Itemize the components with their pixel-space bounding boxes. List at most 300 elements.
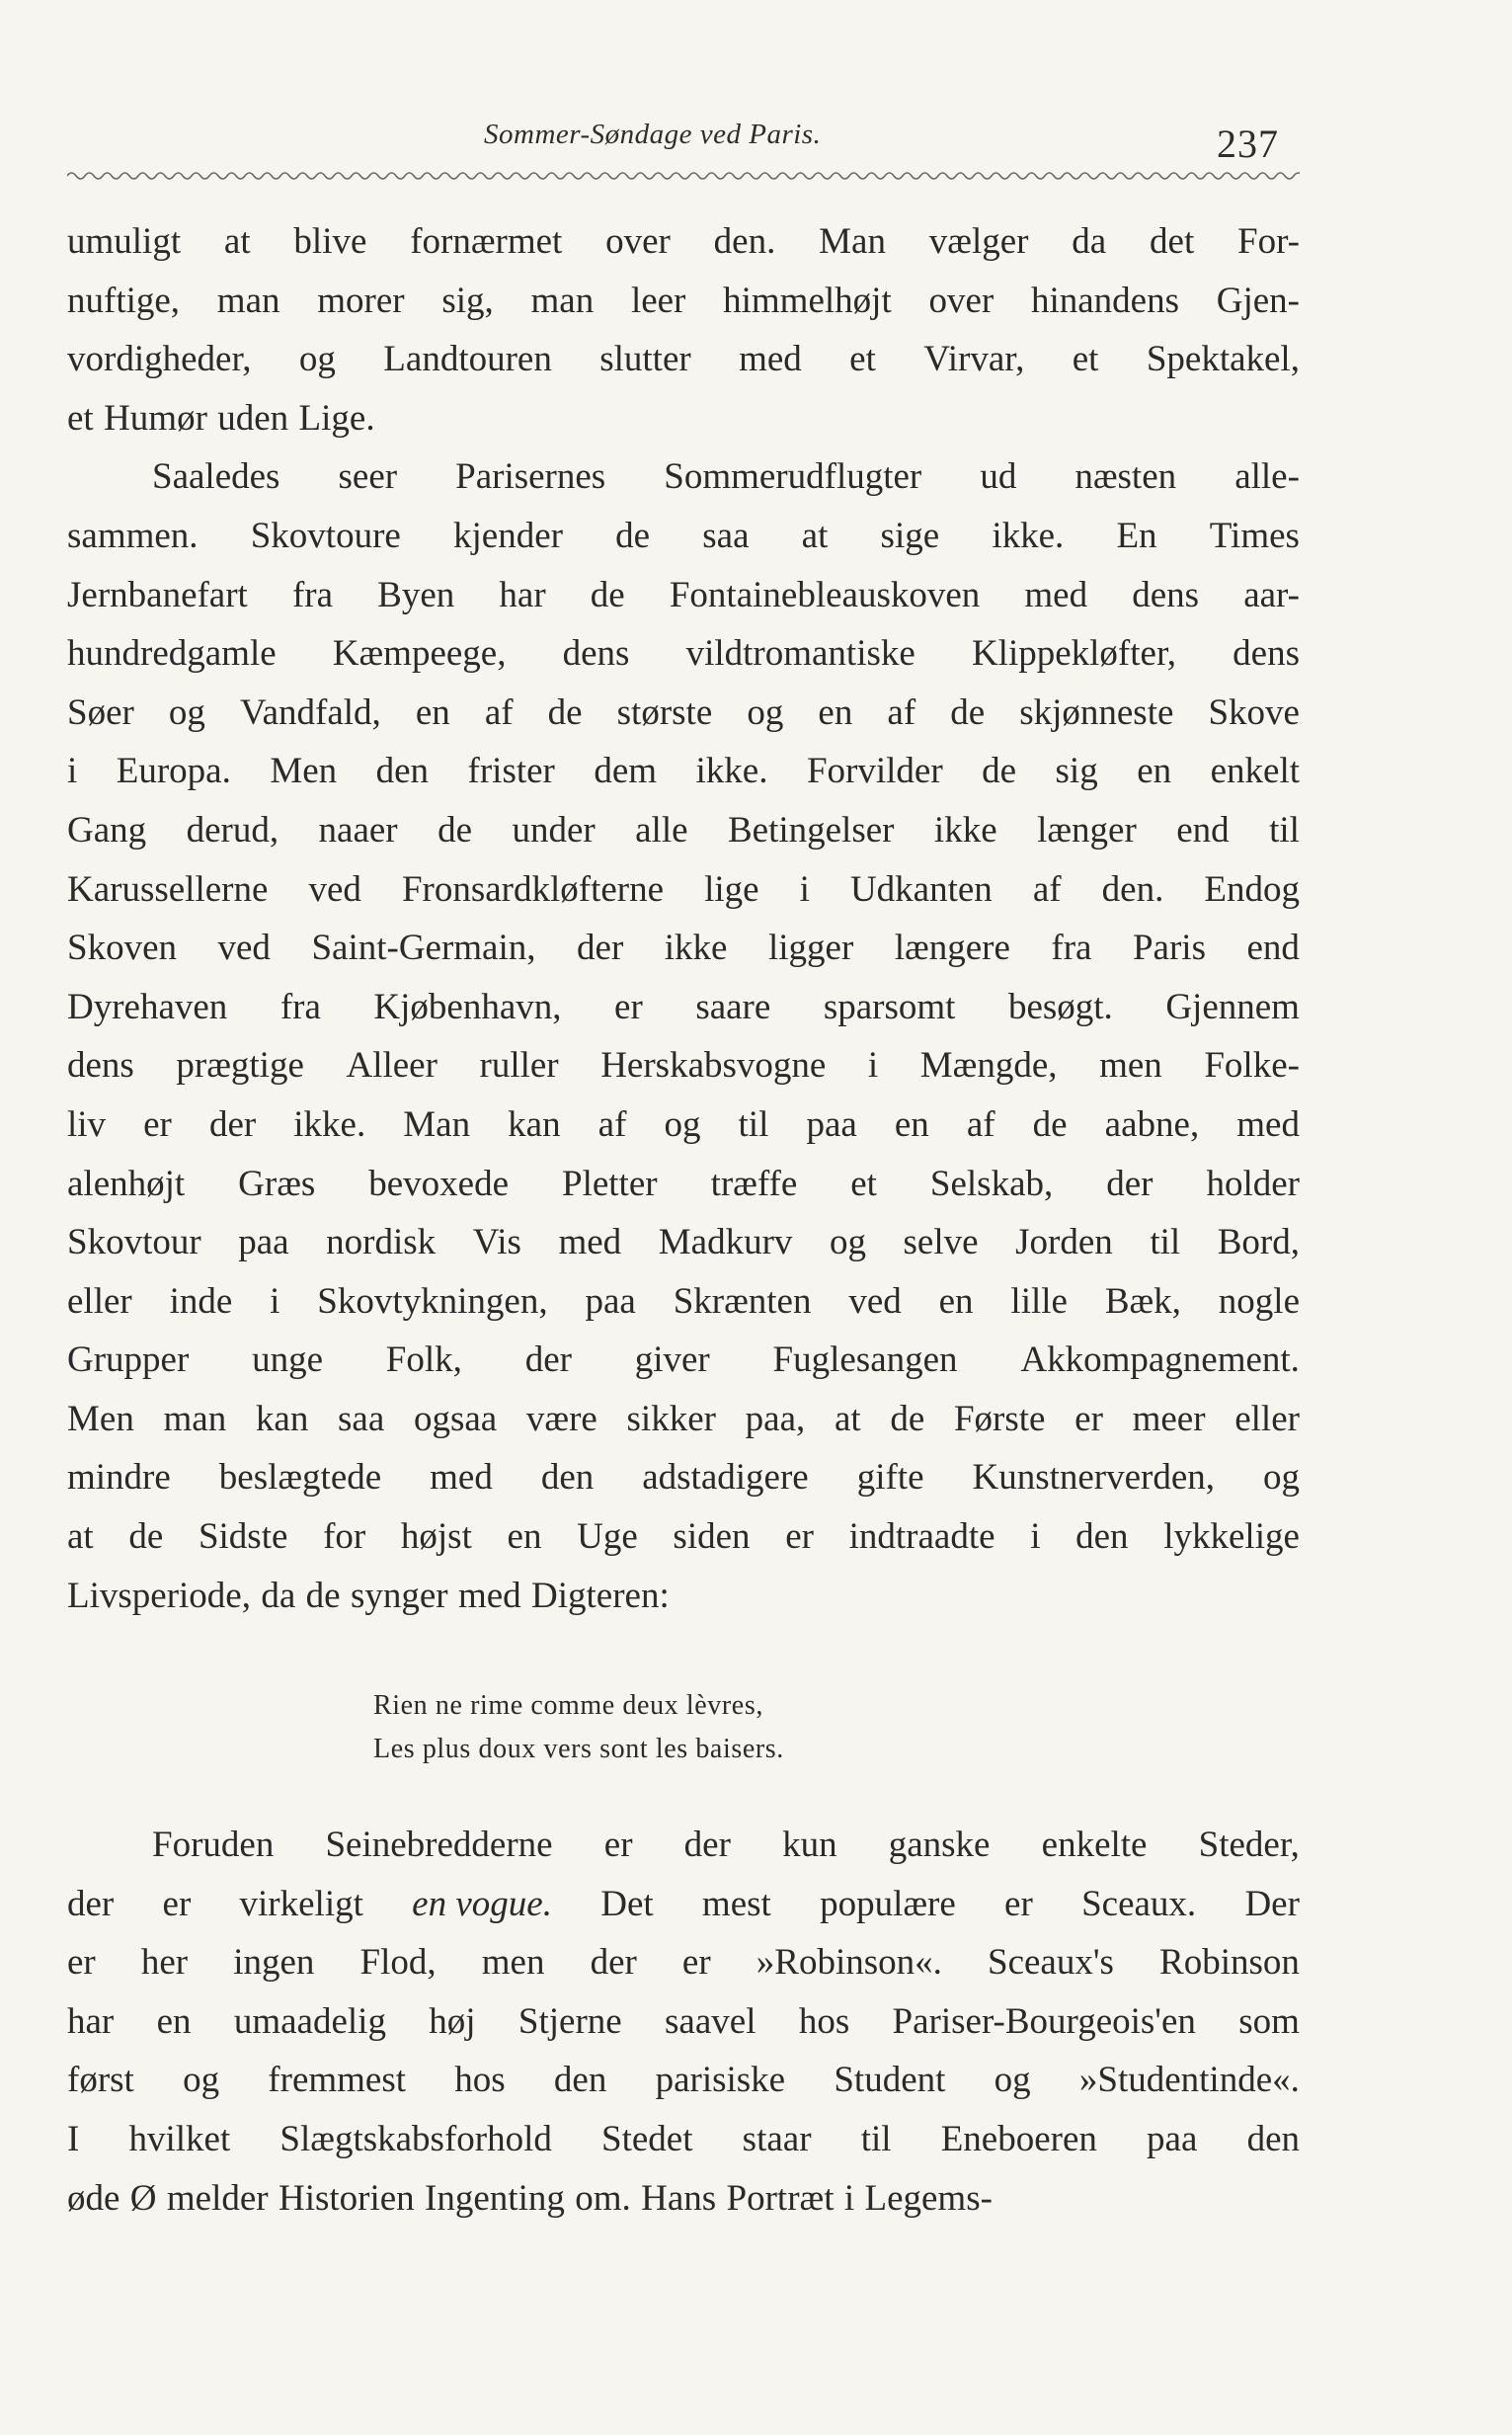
word: Lige. <box>298 397 375 439</box>
word: er <box>614 986 643 1027</box>
word: saa <box>338 1398 385 1439</box>
word: sig <box>1055 751 1098 792</box>
word: ved <box>308 868 361 910</box>
word: ud <box>980 456 1017 498</box>
word: fremmest <box>268 2060 407 2101</box>
word: kan <box>508 1103 561 1145</box>
word: de <box>438 809 472 851</box>
word: paa <box>238 1222 289 1263</box>
word: ikke. <box>992 515 1065 556</box>
word: vildtromantiske <box>685 633 915 675</box>
body-text <box>67 212 1300 1625</box>
word: med <box>558 1222 622 1263</box>
word: ikke <box>933 809 997 851</box>
word: en <box>1137 751 1172 792</box>
word: seer <box>338 456 398 498</box>
word: om. <box>575 2177 631 2219</box>
word: man <box>216 280 280 321</box>
word: og <box>994 2060 1031 2101</box>
word: Sommerudflugter <box>664 456 922 498</box>
word: Skovtour <box>67 1222 201 1263</box>
word: Kjøbenhavn, <box>373 986 562 1027</box>
word: øde <box>67 2177 120 2219</box>
word: eller <box>1234 1398 1300 1439</box>
word: at <box>67 1516 94 1558</box>
word: Fuglesangen <box>772 1339 958 1381</box>
word: Men <box>67 1398 134 1439</box>
word: de <box>982 751 1017 792</box>
word: men <box>1099 1045 1162 1087</box>
word: til <box>860 2118 892 2159</box>
word: en <box>415 691 450 733</box>
word: saa <box>702 515 750 556</box>
word: Man <box>819 221 886 262</box>
word: Folk, <box>385 1339 462 1381</box>
word: der <box>208 1103 257 1145</box>
word: Skove <box>1208 691 1300 733</box>
word: en <box>156 2000 192 2042</box>
word: end <box>1176 809 1230 851</box>
word: Skovtykningen, <box>317 1280 548 1322</box>
word: der <box>1106 1163 1154 1204</box>
text-line <box>67 1816 1300 1875</box>
word: bevoxede <box>368 1163 510 1204</box>
word: Times <box>1209 515 1300 556</box>
running-head <box>0 107 1512 166</box>
word: alle <box>635 809 688 851</box>
word: Stedet <box>601 2118 693 2159</box>
word: dem <box>594 751 658 792</box>
word: er <box>785 1516 814 1558</box>
word: Jernbanefart <box>67 574 248 615</box>
text-line <box>67 566 1300 625</box>
word: er <box>67 1942 96 1984</box>
word: der <box>590 1942 637 1984</box>
word: umaadelig <box>233 2000 386 2042</box>
word: med <box>1024 574 1088 615</box>
word: fornærmet <box>410 221 563 262</box>
text-line <box>67 742 1300 801</box>
word: og <box>829 1222 866 1263</box>
word: de <box>1032 1103 1068 1145</box>
word: besøgt. <box>1007 986 1113 1027</box>
word: den <box>375 751 430 792</box>
word: virkeligt <box>239 1883 363 1924</box>
word: den <box>553 2060 607 2101</box>
word: de <box>950 691 986 733</box>
word: gifte <box>856 1457 924 1499</box>
word: Ingenting <box>425 2177 565 2219</box>
word: frister <box>467 751 555 792</box>
word: mindre <box>67 1457 171 1499</box>
word: Madkurv <box>658 1222 793 1263</box>
word: saavel <box>665 2000 756 2042</box>
word: indtraadte <box>848 1516 995 1558</box>
word: leer <box>630 280 686 321</box>
word: en <box>818 691 853 733</box>
word: en <box>894 1103 929 1145</box>
word: paa <box>1147 2118 1198 2159</box>
word: Skoven <box>67 928 177 969</box>
word: den. <box>713 221 776 262</box>
word: lille <box>1010 1280 1068 1322</box>
word: Flod, <box>359 1942 437 1984</box>
text-line <box>67 2051 1300 2110</box>
text-line <box>67 1507 1300 1567</box>
word: skjønneste <box>1019 691 1174 733</box>
word: Sceaux's <box>988 1942 1114 1984</box>
word: der <box>67 1883 115 1924</box>
word: de <box>128 1516 164 1558</box>
verse-line: Les plus doux vers sont les baisers. <box>373 1734 784 1764</box>
word: ved <box>848 1280 902 1322</box>
word: Student <box>834 2060 946 2101</box>
word: Alleer <box>346 1045 438 1087</box>
word: synger <box>350 1575 448 1616</box>
word: ikke <box>664 928 728 969</box>
word: Seinebredderne <box>325 1825 553 1865</box>
word: saare <box>695 986 771 1027</box>
word: længer <box>1037 809 1137 851</box>
word: dens <box>67 1045 134 1087</box>
word: fra <box>291 574 334 615</box>
word: over <box>605 221 671 262</box>
word: inde <box>169 1280 233 1322</box>
word: unge <box>252 1339 324 1381</box>
word: Der <box>1244 1883 1300 1924</box>
word: ingen <box>233 1942 315 1984</box>
word: Parisernes <box>455 456 606 498</box>
word: ikke. <box>695 751 768 792</box>
word: slutter <box>599 339 691 380</box>
word: Det <box>600 1883 654 1924</box>
text-line <box>67 1096 1300 1155</box>
word: en <box>507 1516 542 1558</box>
word: Historien <box>278 2177 415 2219</box>
word: er <box>603 1825 633 1865</box>
word: af <box>1032 868 1062 910</box>
word: Herskabsvogne <box>600 1045 827 1087</box>
word: Betingelser <box>727 809 895 851</box>
word: nogle <box>1218 1280 1300 1322</box>
word: Dyrehaven <box>67 986 228 1027</box>
word: Gjen- <box>1216 280 1300 321</box>
word: Ø <box>129 2177 157 2219</box>
word: de <box>890 1398 925 1439</box>
word: af <box>597 1103 627 1145</box>
word: dens <box>1233 633 1300 675</box>
text-line <box>67 1213 1300 1272</box>
word: Akkompagnement. <box>1020 1339 1300 1381</box>
word: Spektakel, <box>1146 339 1300 380</box>
word: giver <box>634 1339 710 1381</box>
word: eller <box>67 1280 132 1322</box>
word: er <box>143 1103 172 1145</box>
word: af <box>484 691 514 733</box>
word: Gjennem <box>1165 986 1300 1027</box>
word: enkelte <box>1041 1825 1148 1865</box>
word: vordigheder, <box>67 339 252 380</box>
text-line <box>67 1448 1300 1507</box>
word: Steder, <box>1198 1825 1300 1865</box>
verse-quote <box>373 1684 784 1771</box>
word: da <box>1072 221 1107 262</box>
word: en vogue. <box>412 1883 552 1924</box>
word: paa <box>806 1103 857 1145</box>
word: hvilket <box>128 2118 231 2159</box>
word: mest <box>701 1883 771 1924</box>
word: største <box>616 691 713 733</box>
word: Første <box>953 1398 1046 1439</box>
text-line <box>67 2110 1300 2169</box>
word: de <box>547 691 583 733</box>
word: og <box>183 2060 220 2101</box>
word: paa <box>585 1280 636 1322</box>
word: dens <box>1132 574 1200 615</box>
word: og <box>1263 1457 1300 1499</box>
word: da <box>261 1575 296 1616</box>
word: og <box>168 691 205 733</box>
word: en <box>938 1280 974 1322</box>
word: den <box>540 1457 595 1499</box>
word: alle- <box>1234 456 1300 498</box>
word: højst <box>400 1516 472 1558</box>
word: derud, <box>186 809 279 851</box>
word: siden <box>673 1516 751 1558</box>
word: de <box>615 515 651 556</box>
word: Folke- <box>1204 1045 1300 1087</box>
word: Portræt <box>726 2177 835 2219</box>
text-line <box>67 1390 1300 1449</box>
word: Legems- <box>864 2177 993 2219</box>
page-number: 237 <box>1217 122 1279 166</box>
word: naaer <box>318 809 398 851</box>
word: i <box>843 2177 855 2219</box>
word: ved <box>217 928 271 969</box>
word: men <box>481 1942 545 1984</box>
text-line <box>67 919 1300 978</box>
word: i <box>867 1045 879 1087</box>
word: med <box>430 1457 493 1499</box>
word: melder <box>166 2177 269 2219</box>
word: Kæmpeege, <box>332 633 507 675</box>
word: end <box>1246 928 1300 969</box>
word: kan <box>255 1398 309 1439</box>
word: er <box>1004 1883 1033 1924</box>
word: lykkelige <box>1163 1516 1300 1558</box>
word: Sidste <box>198 1516 288 1558</box>
word: Endog <box>1204 868 1300 910</box>
word: ikke. <box>293 1103 366 1145</box>
text-line <box>67 1875 1300 1934</box>
word: Landtouren <box>383 339 552 380</box>
word: Paris <box>1132 928 1206 969</box>
word: af <box>966 1103 995 1145</box>
text-line <box>67 1272 1300 1332</box>
word: at <box>801 515 829 556</box>
word: alenhøjt <box>67 1163 186 1204</box>
text-line <box>67 684 1300 743</box>
word: ganske <box>888 1825 991 1865</box>
word: høj <box>429 2000 476 2042</box>
word: kjender <box>453 515 563 556</box>
word: er <box>1074 1398 1103 1439</box>
word: »Studentinde«. <box>1078 2060 1300 2101</box>
word: den <box>1246 2118 1300 2159</box>
word: Fontainebleauskoven <box>669 574 981 615</box>
word: Grupper <box>67 1339 190 1381</box>
word: den <box>1075 1516 1129 1558</box>
word: hundredgamle <box>67 633 277 675</box>
word: har <box>67 2000 115 2042</box>
word: nordisk <box>326 1222 437 1263</box>
word: Bæk, <box>1104 1280 1181 1322</box>
word: aabne, <box>1104 1103 1200 1145</box>
word: er <box>681 1942 711 1984</box>
word: populære <box>820 1883 956 1924</box>
word: som <box>1238 2000 1300 2042</box>
word: sikker <box>626 1398 716 1439</box>
word: Udkanten <box>849 868 993 910</box>
word: Jorden <box>1015 1222 1113 1263</box>
text-line <box>67 272 1300 331</box>
word: først <box>67 2060 134 2101</box>
text-line <box>67 624 1300 684</box>
word: og <box>298 339 336 380</box>
word: Digteren: <box>531 1575 670 1616</box>
text-line <box>67 2169 1300 2229</box>
word: man <box>530 280 595 321</box>
word: det <box>1150 221 1195 262</box>
text-line <box>67 860 1300 920</box>
word: morer <box>317 280 405 321</box>
word: sparsomt <box>823 986 956 1027</box>
word: Pariser-Bourgeois'en <box>892 2000 1196 2042</box>
word: Slægtskabsforhold <box>279 2118 552 2159</box>
word: dens <box>562 633 630 675</box>
word: Stjerne <box>517 2000 622 2042</box>
word: Gang <box>67 809 147 851</box>
word: Skrænten <box>673 1280 812 1322</box>
word: Uge <box>577 1516 638 1558</box>
word: i <box>799 868 810 910</box>
word: Saint-Germain, <box>311 928 536 969</box>
verse-line: Rien ne rime comme deux lèvres, <box>373 1690 763 1721</box>
word: Skovtoure <box>250 515 401 556</box>
word: holder <box>1206 1163 1300 1204</box>
word: i <box>1030 1516 1041 1558</box>
word: I <box>67 2118 80 2159</box>
word: og <box>664 1103 701 1145</box>
word: »Robinson«. <box>756 1942 942 1984</box>
word: træffe <box>710 1163 798 1204</box>
word: Vis <box>472 1222 521 1263</box>
word: Bord, <box>1217 1222 1300 1263</box>
word: himmelhøjt <box>723 280 892 321</box>
word: af <box>887 691 916 733</box>
word: Byen <box>377 574 455 615</box>
running-title: Sommer-Søndage ved Paris. <box>484 119 822 150</box>
word: Eneboeren <box>940 2118 1097 2159</box>
word: i <box>270 1280 280 1322</box>
ornament-rule <box>67 168 1300 184</box>
word: Pletter <box>562 1163 658 1204</box>
word: sig, <box>441 280 494 321</box>
word: et <box>1072 339 1099 380</box>
word: har <box>499 574 546 615</box>
word: Hans <box>641 2177 717 2219</box>
word: med <box>457 1575 521 1616</box>
word: aar- <box>1243 574 1300 615</box>
word: Mængde, <box>919 1045 1058 1087</box>
text-line <box>67 1036 1300 1096</box>
text-line <box>67 212 1300 272</box>
word: fra <box>1051 928 1092 969</box>
word: blive <box>293 221 367 262</box>
word: En <box>1116 515 1157 556</box>
word: Livsperiode, <box>67 1575 251 1616</box>
text-line <box>67 330 1300 389</box>
word: man <box>163 1398 227 1439</box>
word: Europa. <box>116 751 231 792</box>
word: ligger <box>767 928 854 969</box>
text-line <box>67 1155 1300 1214</box>
word: lige <box>704 868 759 910</box>
word: Foruden <box>152 1825 275 1865</box>
word: her <box>140 1942 189 1984</box>
text-line <box>67 1567 1300 1626</box>
word: Karussellerne <box>67 868 269 910</box>
word: til <box>738 1103 769 1145</box>
text-line <box>67 801 1300 860</box>
word: Saaledes <box>152 456 280 498</box>
word: næsten <box>1074 456 1177 498</box>
word: meer <box>1132 1398 1206 1439</box>
word: der <box>683 1825 731 1865</box>
text-line <box>67 978 1300 1037</box>
word: Kunstnerverden, <box>972 1457 1216 1499</box>
word: der <box>577 928 624 969</box>
word: den. <box>1101 868 1164 910</box>
word: længere <box>894 928 1010 969</box>
word: parisiske <box>655 2060 786 2101</box>
word: Humør <box>104 397 207 439</box>
word: og <box>747 691 784 733</box>
word: prægtige <box>176 1045 304 1087</box>
word: under <box>512 809 596 851</box>
word: Virvar, <box>923 339 1025 380</box>
word: Vandfald, <box>239 691 381 733</box>
word: beslægtede <box>218 1457 382 1499</box>
word: være <box>525 1398 597 1439</box>
word: umuligt <box>67 221 182 262</box>
word: for <box>323 1516 366 1558</box>
word: de <box>590 574 625 615</box>
word: vælger <box>928 221 1029 262</box>
word: selve <box>903 1222 979 1263</box>
word: ogsaa <box>413 1398 498 1439</box>
word: med <box>1236 1103 1300 1145</box>
word: liv <box>67 1103 107 1145</box>
word: adstadigere <box>642 1457 809 1499</box>
word: at <box>834 1398 861 1439</box>
word: over <box>928 280 995 321</box>
word: fra <box>279 986 321 1027</box>
word: sammen. <box>67 515 199 556</box>
word: For- <box>1237 221 1300 262</box>
text-line <box>67 389 1300 448</box>
word: hinandens <box>1030 280 1179 321</box>
